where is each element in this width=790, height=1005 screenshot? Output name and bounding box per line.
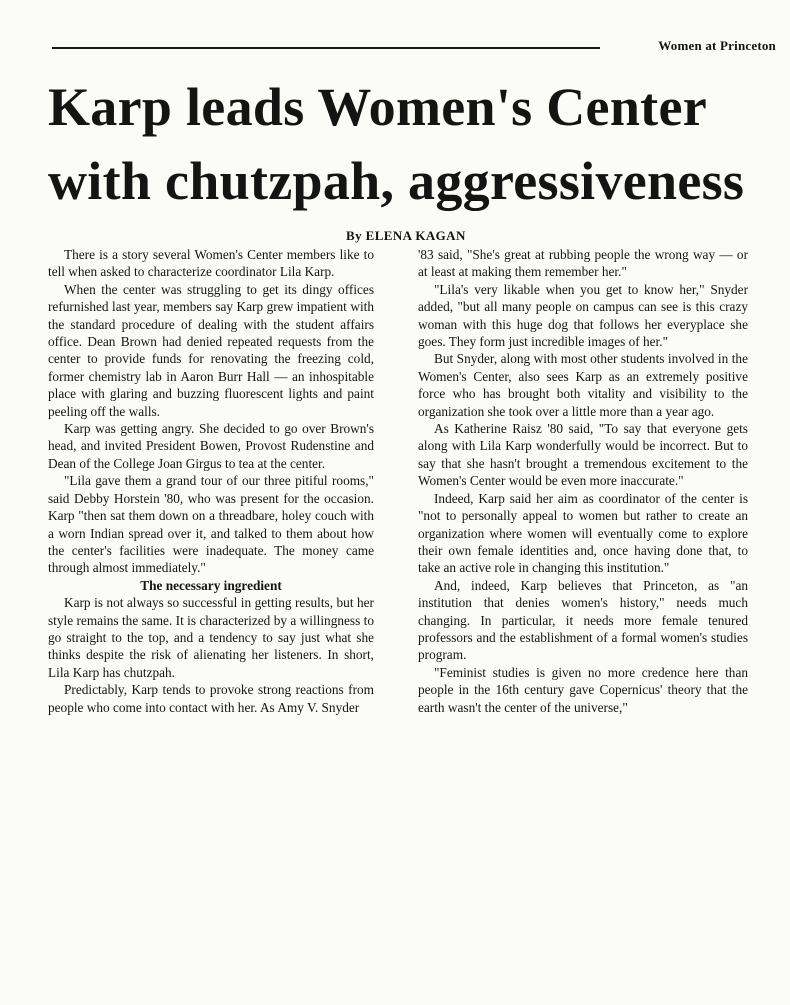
byline: By ELENA KAGAN — [346, 228, 466, 243]
section-label: Women at Princeton — [658, 38, 776, 53]
paragraph: There is a story several Women's Center members like to tell when asked to characterize coordinator Lila Karp. — [48, 247, 374, 280]
headline-line-2: with chutzpah, aggressiveness — [48, 151, 745, 211]
article-column-left — [48, 246, 374, 716]
paragraph: "Feminist studies is given no more credence here than people in the 16th century gave Copernicus' theory that the earth wasn't the center of the universe," — [418, 664, 748, 715]
paragraph: "Lila's very likable when you get to know her," Snyder added, "but all many people on campus can see is this crazy woman with this huge dog that follows her everyplace she goes. They form just incredible images of her." — [418, 281, 748, 350]
paragraph: When the center was struggling to get its dingy offices refurnished last year, members say Karp grew impatient with the standard procedure of dealing with the student affairs office. Dean Brown had denied repeated requests from the center to provide funds for renovating the freezing cold, former chemistry lab in Aaron Burr Hall — an inhospitable place with glaring and buzzing fluorescent lights and paint peeling off the walls. — [48, 281, 374, 419]
paragraph: "Lila gave them a grand tour of our three pitiful rooms," said Debby Horstein '80, who was present for the occasion. Karp "then sat them down on a threadbare, holey couch with a worn Indian spread over it, and talked to them about how the center's facilities were inadequate. The money came through almost immediately." — [48, 473, 374, 576]
header-rule — [52, 47, 600, 49]
paragraph: '83 said, "She's great at rubbing people the wrong way — or at least at making them remember her." — [418, 247, 748, 280]
subheading: The necessary ingredient — [140, 577, 282, 593]
paragraph: But Snyder, along with most other students involved in the Women's Center, also sees Karp as an extremely positive force who has brought both vitality and visibility to the organization she took over a little more than a year ago. — [418, 351, 748, 419]
paragraph: Karp is not always so successful in getting results, but her style remains the same. It is characterized by a willingness to go straight to the top, and a tendency to say just what she thinks despite the risk of alienating her listeners. In short, Lila Karp has chutzpah. — [48, 595, 374, 680]
paragraph: As Katherine Raisz '80 said, "To say that everyone gets along with Lila Karp wonderfully would be incorrect. But to say that she hasn't brought a tremendous excitement to the Women's Center would be even more inaccurate." — [418, 421, 748, 489]
headline — [48, 70, 768, 218]
paragraph: Indeed, Karp said her aim as coordinator of the center is "not to personally appeal to women but rather to create an organization where women will eventually come to explore their own female identities and, once having done that, to take an active role in changing this institution." — [418, 490, 748, 576]
paragraph: Karp was getting angry. She decided to go over Brown's head, and invited President Bowen, Provost Rudenstine and Dean of the College Joan Girgus to tea at the center. — [48, 421, 374, 471]
paragraph: And, indeed, Karp believes that Princeton, as "an institution that denies women's history," needs much changing. In particular, it needs more female tenured professors and the establishment of a formal women's studies program. — [418, 577, 748, 663]
article-column-right — [418, 246, 748, 716]
headline-line-1: Karp leads Women's Center — [48, 77, 707, 137]
paragraph: Predictably, Karp tends to provoke strong reactions from people who come into contact with her. As Amy V. Snyder — [48, 682, 374, 715]
